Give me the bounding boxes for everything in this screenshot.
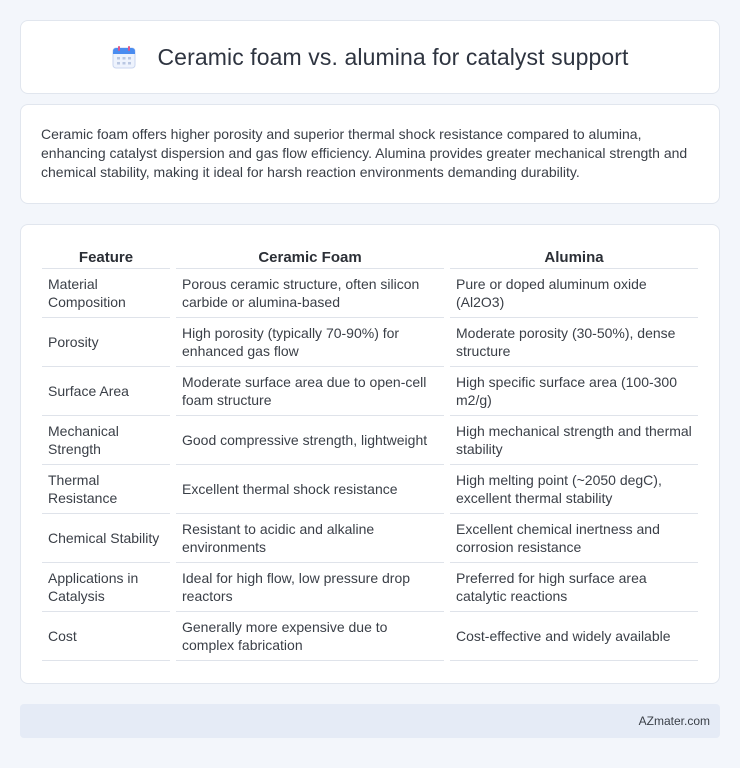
row-alumina: Pure or doped aluminum oxide (Al2O3) <box>450 269 698 318</box>
table-row <box>42 563 698 612</box>
row-feature: Applications in Catalysis <box>42 563 170 612</box>
calendar-icon <box>111 44 137 70</box>
row-alumina: High specific surface area (100-300 m2/g) <box>450 367 698 416</box>
row-ceramic-foam: Resistant to acidic and alkaline environments <box>176 514 444 563</box>
row-alumina: High mechanical strength and thermal stability <box>450 416 698 465</box>
row-alumina: Moderate porosity (30-50%), dense structure <box>450 318 698 367</box>
row-ceramic-foam: High porosity (typically 70-90%) for enhanced gas flow <box>176 318 444 367</box>
row-feature: Cost <box>42 612 170 661</box>
table-row <box>42 318 698 367</box>
row-feature: Mechanical Strength <box>42 416 170 465</box>
title-card <box>20 20 720 94</box>
row-feature: Thermal Resistance <box>42 465 170 514</box>
summary-text: Ceramic foam offers higher porosity and superior thermal shock resistance compared to alumina, enhancing catalyst dispersion and gas flow efficiency. Alumina provides greater mechanical strength and chemical stability, making it ideal for harsh reaction environments demanding durability. <box>41 126 688 180</box>
comparison-table <box>36 245 704 661</box>
row-ceramic-foam: Moderate surface area due to open-cell foam structure <box>176 367 444 416</box>
row-alumina: Excellent chemical inertness and corrosion resistance <box>450 514 698 563</box>
row-alumina: Preferred for high surface area catalytic reactions <box>450 563 698 612</box>
row-ceramic-foam: Generally more expensive due to complex fabrication <box>176 612 444 661</box>
row-ceramic-foam: Porous ceramic structure, often silicon carbide or alumina-based <box>176 269 444 318</box>
comparison-table-card <box>20 224 720 684</box>
table-row <box>42 269 698 318</box>
table-row <box>42 416 698 465</box>
row-ceramic-foam: Good compressive strength, lightweight <box>176 416 444 465</box>
table-header-row <box>42 245 698 269</box>
summary-card <box>20 104 720 204</box>
row-alumina: Cost-effective and widely available <box>450 612 698 661</box>
row-ceramic-foam: Excellent thermal shock resistance <box>176 465 444 514</box>
row-feature: Porosity <box>42 318 170 367</box>
header-ceramic-foam: Ceramic Foam <box>176 245 444 269</box>
row-feature: Material Composition <box>42 269 170 318</box>
table-row <box>42 367 698 416</box>
table-row <box>42 514 698 563</box>
page-title: Ceramic foam vs. alumina for catalyst support <box>157 43 629 70</box>
row-feature: Chemical Stability <box>42 514 170 563</box>
header-feature: Feature <box>42 245 170 269</box>
row-alumina: High melting point (~2050 degC), excellent thermal stability <box>450 465 698 514</box>
footer-brand[interactable]: AZmater.com <box>638 714 710 728</box>
table-row <box>42 612 698 661</box>
header-alumina: Alumina <box>450 245 698 269</box>
footer <box>20 704 720 738</box>
row-feature: Surface Area <box>42 367 170 416</box>
table-row <box>42 465 698 514</box>
row-ceramic-foam: Ideal for high flow, low pressure drop reactors <box>176 563 444 612</box>
